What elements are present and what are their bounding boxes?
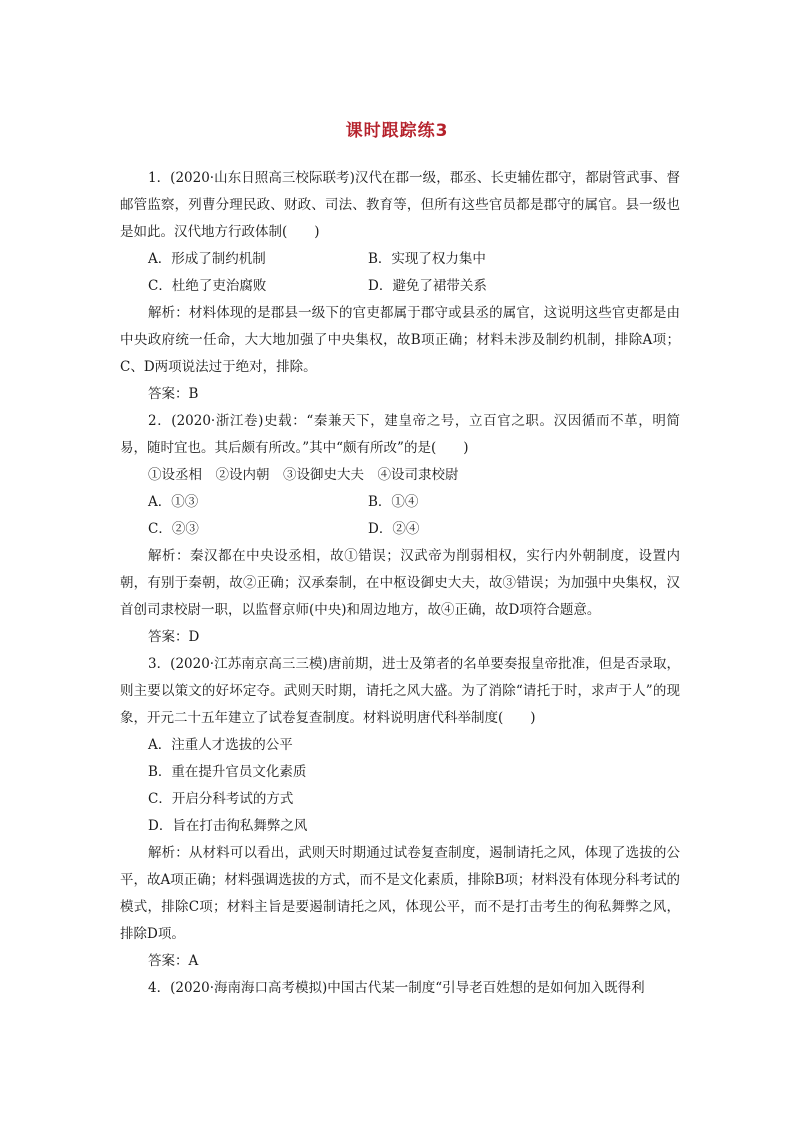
option-b: B．①④ (368, 494, 419, 510)
question-4-stem: 4．(2020·海南海口高考模拟)中国古代某一制度“引导老百姓想的是如何加入既得利 (148, 980, 645, 996)
option-a: A．注重人才选拔的公平 (148, 737, 293, 753)
question-3-stem: 3．(2020·江苏南京高三三模)唐前期，进士及第者的名单要奏报皇帝批准，但是否录取，则主要以策文的好坏定夺。武则天时期，请托之风大盛。为了消除“请托于时，求声于人”的现象，开元二十五年建立了试卷复查制度。材料说明唐代科举制度( ) (120, 656, 680, 726)
question-2-analysis: 解析：秦汉都在中央设丞相，故①错误；汉武帝为削弱相权，实行内外朝制度，设置内朝，有别于秦朝，故②正确；汉承秦制，在中枢设御史大夫，故③错误；为加强中央集权，汉首创司隶校尉一职，以监督京师(中央)和周边地方，故④正确，故D项符合题意。 (120, 548, 680, 618)
question-2-options-row-1 (120, 489, 680, 516)
option-a: A．①③ (148, 494, 199, 510)
option-b: B．实现了权力集中 (368, 251, 486, 267)
question-1-options-row-1 (120, 246, 680, 273)
option-d: D．旨在打击徇私舞弊之风 (148, 818, 308, 834)
question-1-answer: 答案：B (148, 386, 199, 402)
page-title: 课时跟踪练3 (345, 121, 449, 141)
option-d: D．②④ (368, 521, 420, 537)
option-a: A．形成了制约机制 (148, 251, 266, 267)
question-2-items: ①设丞相 ②设内朝 ③设御史大夫 ④设司隶校尉 (148, 467, 459, 483)
question-1-options-row-2 (120, 273, 680, 300)
option-c: C．②③ (148, 521, 199, 537)
question-2-options-row-2 (120, 516, 680, 543)
option-d: D．避免了裙带关系 (368, 278, 487, 294)
question-1-stem: 1．(2020·山东日照高三校际联考)汉代在郡一级，郡丞、长吏辅佐郡守，都尉管武事、督邮管监察，列曹分理民政、财政、司法、教育等，但所有这些官员都是郡守的属官。县一级也是如此。汉代地方行政体制( ) (120, 170, 680, 240)
question-2-stem: 2．(2020·浙江卷)史载：“秦兼天下，建皇帝之号，立百官之职。汉因循而不革，明简易，随时宜也。其后颇有所改。”其中“颇有所改”的是( ) (120, 413, 680, 456)
option-b: B．重在提升官员文化素质 (148, 764, 307, 780)
question-2-answer: 答案：D (148, 629, 200, 645)
question-3-analysis: 解析：从材料可以看出，武则天时期通过试卷复查制度，遏制请托之风，体现了选拔的公平，故A项正确；材料强调选拔的方式，而不是文化素质，排除B项；材料没有体现分科考试的模式，排除C项；材料主旨是要遏制请托之风，体现公平，而不是打击考生的徇私舞弊之风，排除D项。 (120, 845, 680, 942)
option-c: C．杜绝了吏治腐败 (148, 278, 267, 294)
question-1-analysis: 解析：材料体现的是郡县一级下的官吏都属于郡守或县丞的属官，这说明这些官吏都是由中央政府统一任命，大大地加强了中央集权，故B项正确；材料未涉及制约机制，排除A项；C、D两项说法过于绝对，排除。 (120, 305, 680, 375)
document-body (120, 165, 680, 1002)
question-3-answer: 答案：A (148, 953, 199, 969)
option-c: C．开启分科考试的方式 (148, 791, 294, 807)
